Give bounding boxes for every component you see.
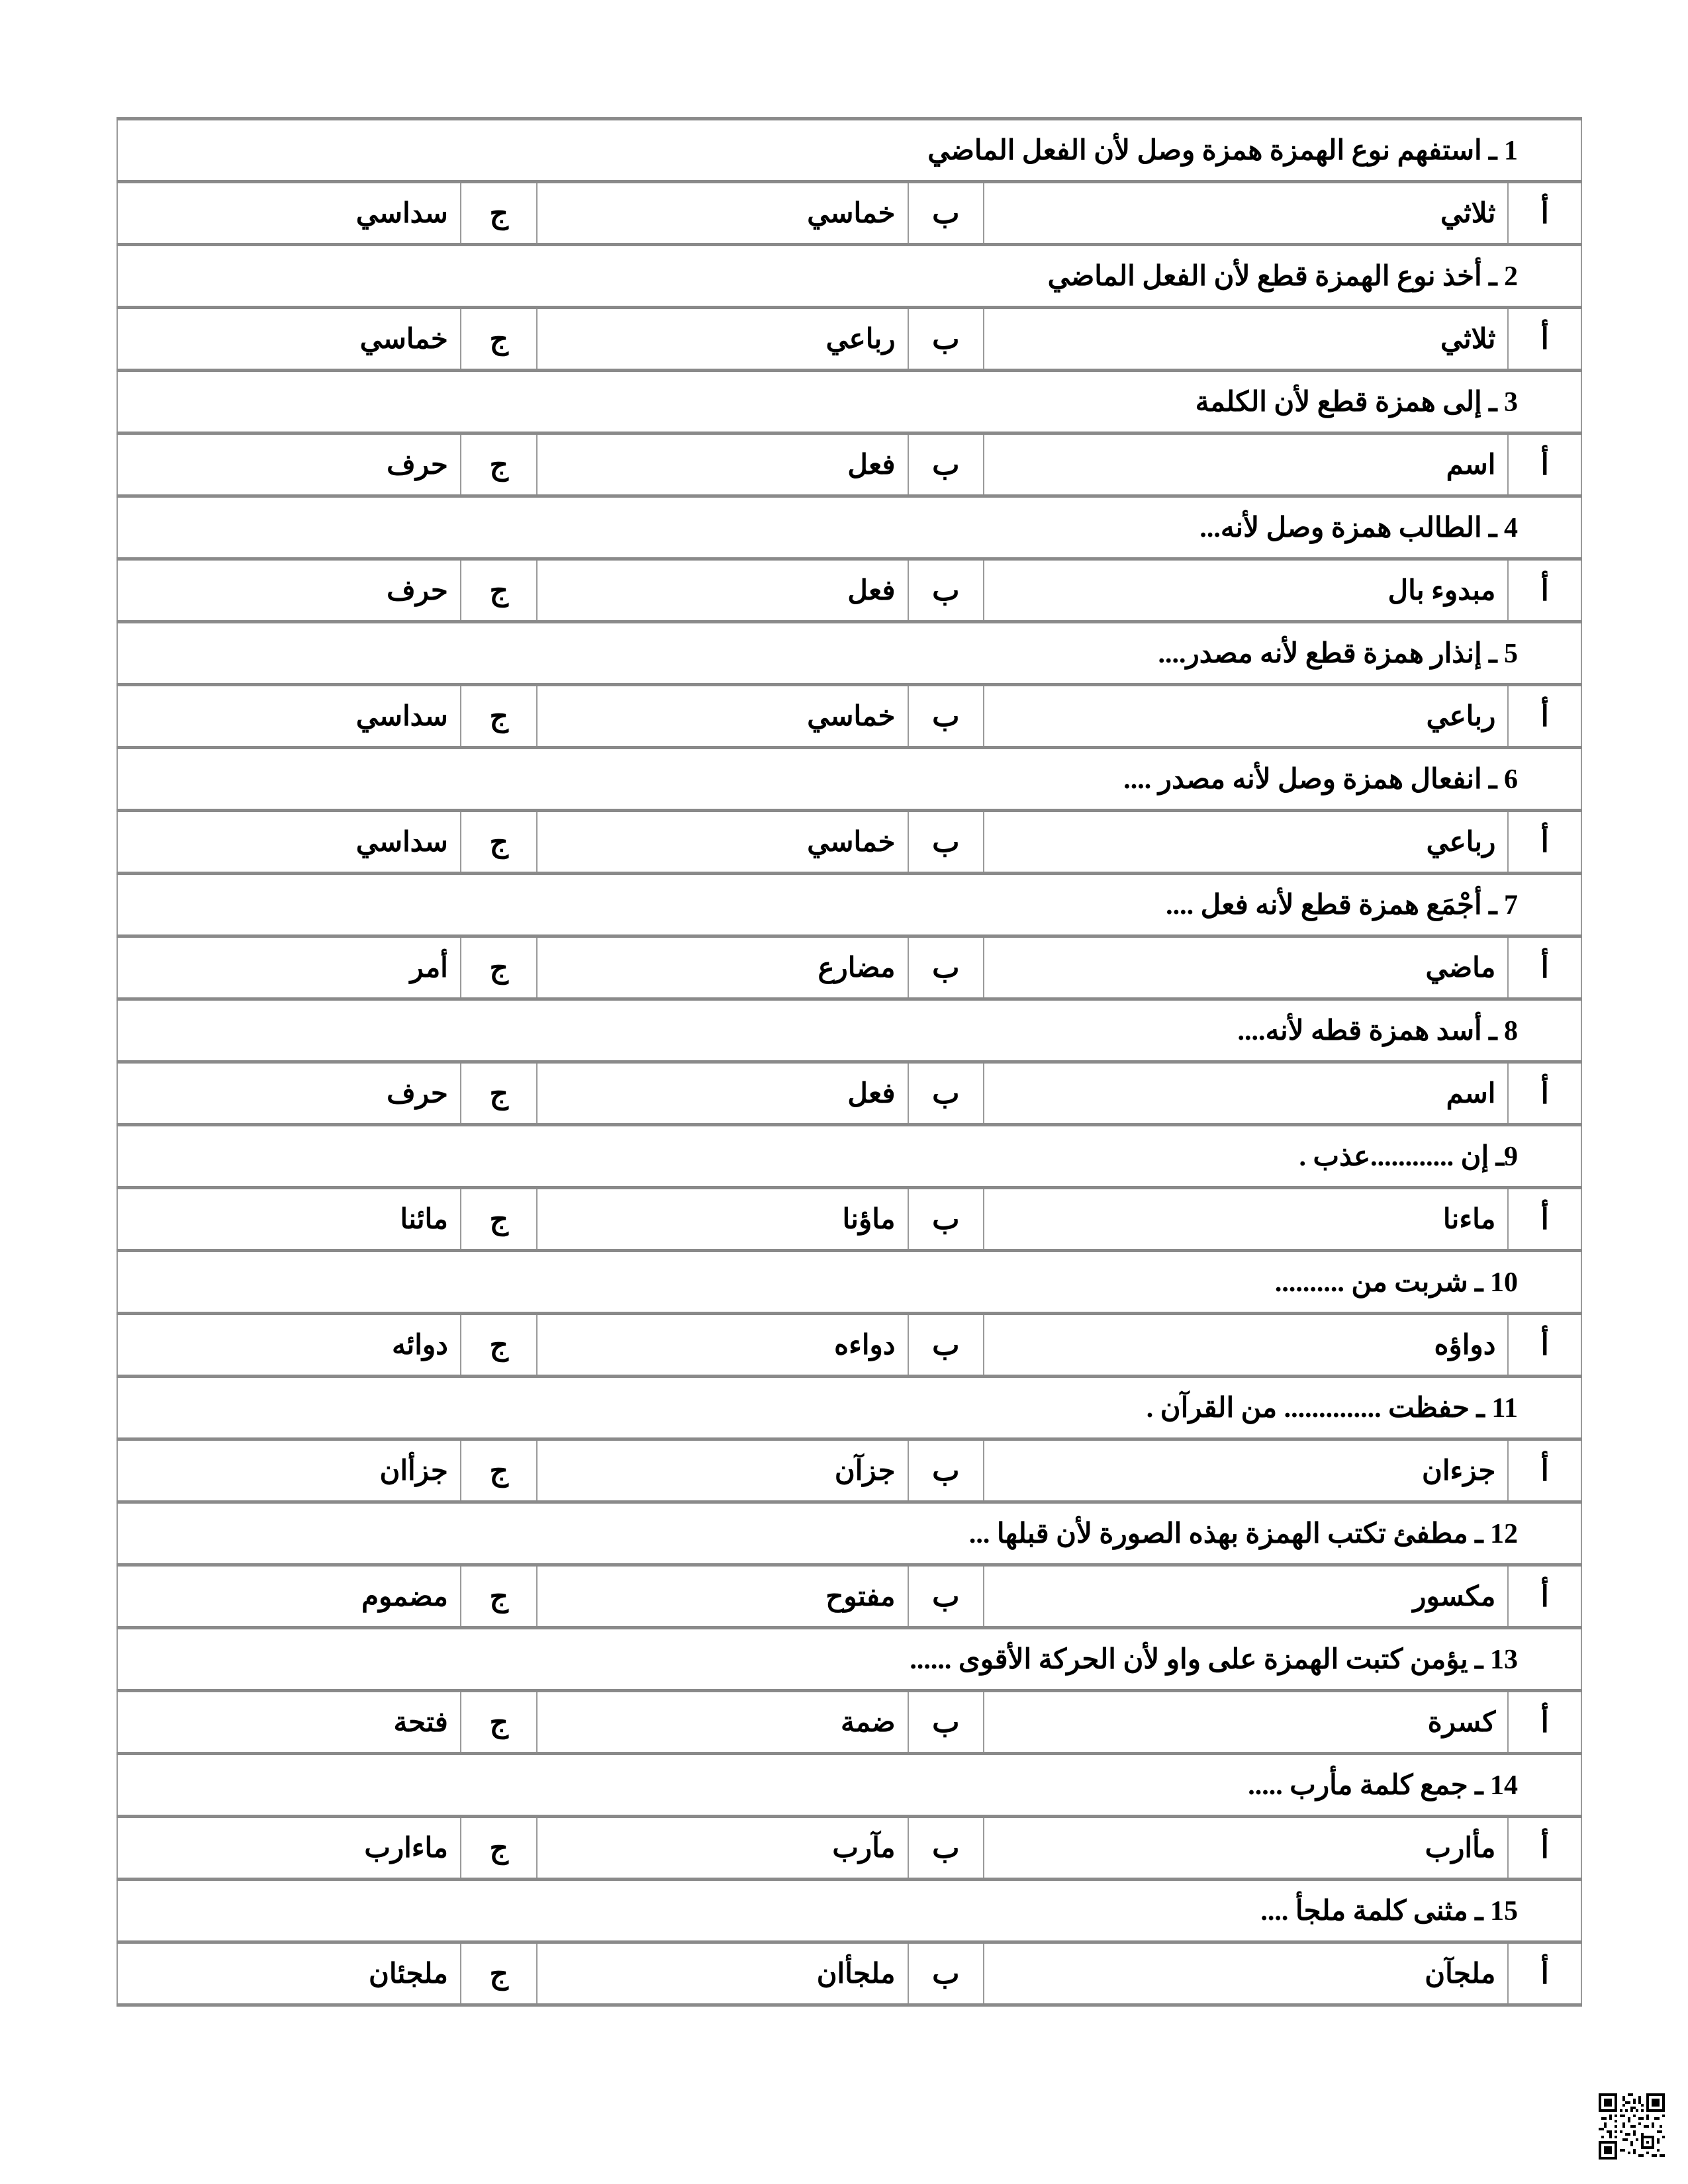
option-answer-a: ثلاثي xyxy=(984,182,1508,245)
option-answer-b: خماسي xyxy=(537,685,908,748)
question-text: 12 ـ مطفئ تكتب الهمزة بهذه الصورة لأن قبلها ... xyxy=(117,1502,1581,1565)
option-label-a: أ xyxy=(1508,1942,1581,2005)
option-label-c: ج xyxy=(461,308,538,371)
option-answer-c: فتحة xyxy=(117,1691,461,1754)
option-label-b: ب xyxy=(908,1188,984,1251)
option-answer-a: ماءنا xyxy=(984,1188,1508,1251)
question-row xyxy=(117,1754,1581,1817)
question-row xyxy=(117,1628,1581,1691)
option-answer-c: سداسي xyxy=(117,811,461,874)
answer-row xyxy=(117,559,1581,622)
option-answer-a: مأارب xyxy=(984,1817,1508,1880)
option-answer-b: مآرب xyxy=(537,1817,908,1880)
option-answer-a: كسرة xyxy=(984,1691,1508,1754)
option-answer-a: رباعي xyxy=(984,685,1508,748)
option-answer-b: ماؤنا xyxy=(537,1188,908,1251)
option-answer-b: فعل xyxy=(537,559,908,622)
option-label-a: أ xyxy=(1508,1691,1581,1754)
option-label-b: ب xyxy=(908,936,984,999)
question-row xyxy=(117,1125,1581,1188)
answer-row xyxy=(117,182,1581,245)
option-answer-b: مفتوح xyxy=(537,1565,908,1628)
question-text: 8 ـ أسد همزة قطه لأنه.... xyxy=(117,999,1581,1062)
option-answer-c: سداسي xyxy=(117,685,461,748)
option-label-b: ب xyxy=(908,1314,984,1377)
question-text: 9ـ إن ............عذب . xyxy=(117,1125,1581,1188)
option-answer-c: دوائه xyxy=(117,1314,461,1377)
question-row xyxy=(117,748,1581,811)
qr-code xyxy=(1599,2093,1665,2160)
answer-row xyxy=(117,811,1581,874)
answer-row xyxy=(117,1691,1581,1754)
question-row xyxy=(117,1251,1581,1314)
option-label-c: ج xyxy=(461,1565,538,1628)
option-label-b: ب xyxy=(908,811,984,874)
option-answer-a: جزءان xyxy=(984,1439,1508,1502)
question-text: 15 ـ مثنى كلمة ملجأ .... xyxy=(117,1880,1581,1942)
option-label-b: ب xyxy=(908,182,984,245)
option-answer-c: ماءارب xyxy=(117,1817,461,1880)
option-label-a: أ xyxy=(1508,1439,1581,1502)
option-label-b: ب xyxy=(908,685,984,748)
option-label-a: أ xyxy=(1508,685,1581,748)
answer-row xyxy=(117,1314,1581,1377)
question-row xyxy=(117,496,1581,559)
option-answer-b: جزآن xyxy=(537,1439,908,1502)
option-label-c: ج xyxy=(461,559,538,622)
option-label-b: ب xyxy=(908,1942,984,2005)
question-text: 6 ـ انفعال همزة وصل لأنه مصدر .... xyxy=(117,748,1581,811)
option-answer-b: مضارع xyxy=(537,936,908,999)
option-label-c: ج xyxy=(461,1188,538,1251)
question-text: 7 ـ أجْمَع همزة قطع لأنه فعل .... xyxy=(117,874,1581,936)
option-answer-a: ملجآن xyxy=(984,1942,1508,2005)
quiz-table xyxy=(117,117,1582,2007)
question-row xyxy=(117,1880,1581,1942)
option-label-c: ج xyxy=(461,1691,538,1754)
option-answer-a: اسم xyxy=(984,433,1508,496)
option-answer-b: فعل xyxy=(537,1062,908,1125)
question-row xyxy=(117,1502,1581,1565)
option-label-c: ج xyxy=(461,1817,538,1880)
option-label-a: أ xyxy=(1508,1817,1581,1880)
question-row xyxy=(117,371,1581,433)
option-label-a: أ xyxy=(1508,1314,1581,1377)
option-answer-c: خماسي xyxy=(117,308,461,371)
answer-row xyxy=(117,936,1581,999)
option-answer-a: اسم xyxy=(984,1062,1508,1125)
answer-row xyxy=(117,1188,1581,1251)
option-label-a: أ xyxy=(1508,1565,1581,1628)
question-text: 14 ـ جمع كلمة مأرب ..... xyxy=(117,1754,1581,1817)
question-text: 10 ـ شربت من .......... xyxy=(117,1251,1581,1314)
option-label-c: ج xyxy=(461,1062,538,1125)
option-answer-a: ثلاثي xyxy=(984,308,1508,371)
option-label-c: ج xyxy=(461,1942,538,2005)
option-answer-c: حرف xyxy=(117,559,461,622)
question-row xyxy=(117,999,1581,1062)
option-label-c: ج xyxy=(461,811,538,874)
option-answer-a: مبدوء بال xyxy=(984,559,1508,622)
option-answer-b: فعل xyxy=(537,433,908,496)
option-label-c: ج xyxy=(461,936,538,999)
option-answer-b: دواءه xyxy=(537,1314,908,1377)
question-text: 3 ـ إلى همزة قطع لأن الكلمة xyxy=(117,371,1581,433)
option-answer-c: سداسي xyxy=(117,182,461,245)
option-label-a: أ xyxy=(1508,182,1581,245)
question-text: 11 ـ حفظت .............. من القرآن . xyxy=(117,1377,1581,1439)
option-answer-a: رباعي xyxy=(984,811,1508,874)
option-label-c: ج xyxy=(461,1314,538,1377)
question-text: 2 ـ أخذ نوع الهمزة قطع لأن الفعل الماضي xyxy=(117,245,1581,308)
option-label-b: ب xyxy=(908,1817,984,1880)
option-label-b: ب xyxy=(908,1691,984,1754)
option-label-a: أ xyxy=(1508,936,1581,999)
question-text: 1 ـ استفهم نوع الهمزة همزة وصل لأن الفعل الماضي xyxy=(117,119,1581,182)
answer-row xyxy=(117,1942,1581,2005)
answer-row xyxy=(117,1062,1581,1125)
option-answer-c: حرف xyxy=(117,1062,461,1125)
question-row xyxy=(117,1377,1581,1439)
option-answer-b: رباعي xyxy=(537,308,908,371)
option-label-b: ب xyxy=(908,433,984,496)
question-text: 4 ـ الطالب همزة وصل لأنه... xyxy=(117,496,1581,559)
answer-row xyxy=(117,433,1581,496)
option-label-b: ب xyxy=(908,559,984,622)
option-label-b: ب xyxy=(908,1439,984,1502)
question-row xyxy=(117,119,1581,182)
option-label-b: ب xyxy=(908,1565,984,1628)
option-label-c: ج xyxy=(461,433,538,496)
option-label-b: ب xyxy=(908,1062,984,1125)
answer-row xyxy=(117,1817,1581,1880)
option-label-a: أ xyxy=(1508,433,1581,496)
option-answer-c: جزأان xyxy=(117,1439,461,1502)
option-label-a: أ xyxy=(1508,811,1581,874)
option-label-a: أ xyxy=(1508,308,1581,371)
answer-row xyxy=(117,685,1581,748)
option-answer-b: ضمة xyxy=(537,1691,908,1754)
option-answer-c: مائنا xyxy=(117,1188,461,1251)
option-answer-b: خماسي xyxy=(537,811,908,874)
question-text: 13 ـ يؤمن كتبت الهمزة على واو لأن الحركة الأقوى ...... xyxy=(117,1628,1581,1691)
option-label-a: أ xyxy=(1508,1062,1581,1125)
option-label-c: ج xyxy=(461,685,538,748)
answer-row xyxy=(117,308,1581,371)
option-answer-c: أمر xyxy=(117,936,461,999)
option-answer-b: ملجأان xyxy=(537,1942,908,2005)
option-answer-a: مكسور xyxy=(984,1565,1508,1628)
option-label-b: ب xyxy=(908,308,984,371)
question-text: 5 ـ إنذار همزة قطع لأنه مصدر.... xyxy=(117,622,1581,685)
option-answer-c: مضموم xyxy=(117,1565,461,1628)
option-answer-c: حرف xyxy=(117,433,461,496)
option-answer-c: ملجئان xyxy=(117,1942,461,2005)
question-row xyxy=(117,245,1581,308)
option-label-a: أ xyxy=(1508,1188,1581,1251)
answer-row xyxy=(117,1439,1581,1502)
option-answer-a: ماضي xyxy=(984,936,1508,999)
question-row xyxy=(117,622,1581,685)
option-label-c: ج xyxy=(461,182,538,245)
answer-row xyxy=(117,1565,1581,1628)
option-answer-a: دواؤه xyxy=(984,1314,1508,1377)
question-row xyxy=(117,874,1581,936)
option-answer-b: خماسي xyxy=(537,182,908,245)
option-label-c: ج xyxy=(461,1439,538,1502)
option-label-a: أ xyxy=(1508,559,1581,622)
